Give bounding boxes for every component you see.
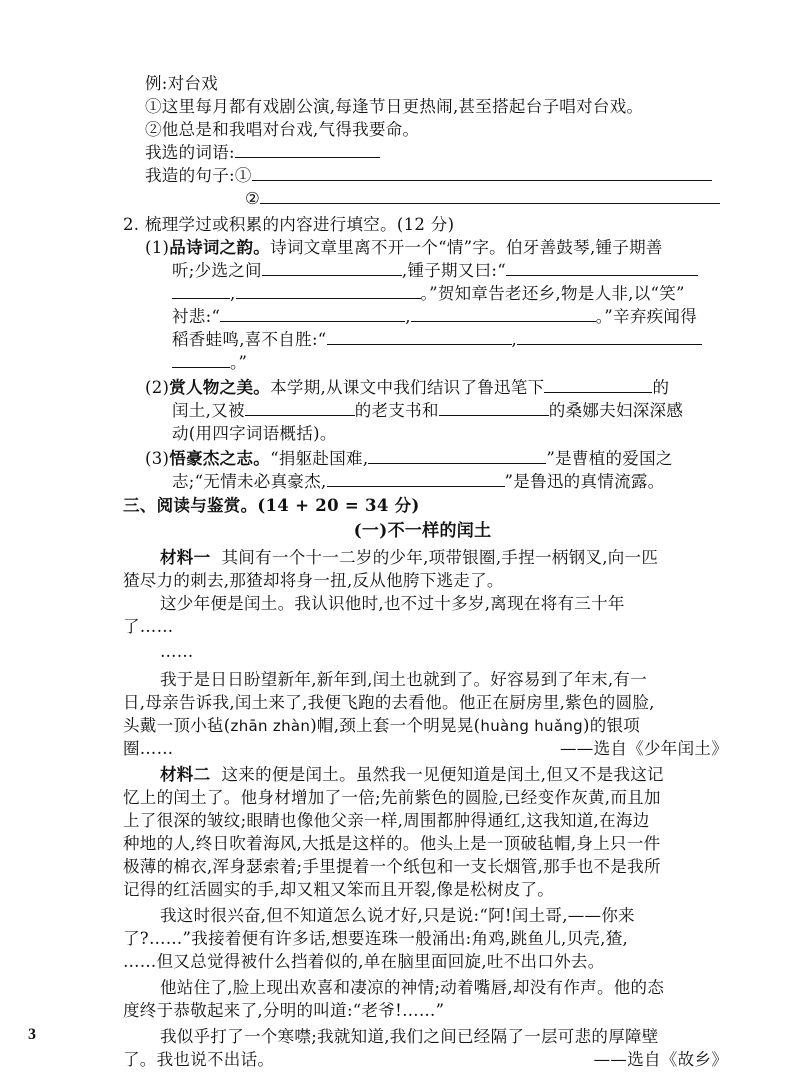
m1-line1 [160,546,658,569]
q2-p2-text1b: 的 [652,378,670,397]
m2-line7: 我这时很兴奋,但不知道怎么说才好,只是说:“阿!闰土哥,——你来 [160,906,635,925]
m1-text8c: )的银项 [582,716,641,735]
q2-p3-line1 [145,447,673,470]
m2-line8: 了?……”我接着便有许多话,想要连珠一般涌出:角鸡,跳鱼儿,贝壳,猹, [123,929,629,948]
m2-line1 [160,763,664,786]
m1-line8 [123,714,640,738]
q2-p1-blank3[interactable] [172,282,230,299]
q2-p3-text2a: 志;“无情未必真豪杰, [172,472,327,491]
q2-p1-blank2[interactable] [506,259,698,276]
q2-p1-blank6[interactable] [411,305,596,322]
m1-source: ——选自《少年闰土》 [560,739,728,758]
m2-line2: 忆上的闰土了。他身材增加了一倍;先前紫色的圆脸,已经变作灰黄,而且加 [123,788,661,807]
q2-p1-blank9[interactable] [172,351,230,368]
pinyin-option-huang: huàng huǎng [480,717,583,735]
pinyin-option-zhan: zhān zhàn [230,717,311,735]
q2-p1-text2a: 听;少选之间 [172,261,262,280]
q2-p1-blank5[interactable] [220,305,405,322]
q2-p1-text5a: 稻香蛙鸣,喜不自胜:“ [172,330,327,349]
q2-p2-num: (2) [145,378,170,397]
q2-p2-text2b: 的老支书和 [354,401,439,420]
m1-line5: …… [160,642,194,661]
q2-p2-blank3[interactable] [439,399,549,416]
sentence-line-2 [245,187,720,210]
q2-p3-text1b: ”是曹植的爱国之 [546,449,673,468]
q2-p2-line3: 动(用四字词语概括)。 [172,424,337,443]
m2-line13: 了。我也说不出话。 [123,1050,275,1069]
section3-header: 三、阅读与鉴赏。(14 + 20 = 34 分) [123,496,420,515]
q2-p1-blank1[interactable] [262,259,402,276]
q2-p3-blank1[interactable] [368,447,546,464]
q2-p3-num: (3) [145,449,170,468]
m2-line9: ……但又总觉得被什么挡着似的,单在脑里面回旋,吐不出口外去。 [123,952,605,971]
example-label: 例: [145,74,168,93]
q2-p2-text2a: 闰土,又被 [172,401,245,420]
m2-line12: 我似乎打了一个寒噤;我就知道,我们之间已经隔了一层可悲的厚障壁 [160,1027,659,1046]
material1-label: 材料一 [160,548,211,567]
q2-p1-text1: 诗词文章里离不开一个“情”字。伯牙善鼓琴,锺子期善 [270,238,663,257]
q2-p1-text4b: , [405,307,411,326]
m1-line3: 这少年便是闰土。我认识他时,也不过十多岁,离现在将有三十年 [160,594,625,613]
q2-p2-line2 [172,399,683,422]
example-sentence-2: ②他总是和我唱对台戏,气得我要命。 [145,120,420,139]
q2-p1-text3a: , [230,284,236,303]
page-number: 3 [28,1026,36,1043]
q2-p3-title: 悟豪杰之志。 [169,449,271,468]
q2-p1-text4c: 。”辛弃疾闻得 [595,307,698,326]
example-word: 对台戏 [167,74,219,93]
q2-p1-title: 品诗词之韵。 [169,238,271,257]
m1-text8a: 头戴一顶小毡( [123,716,231,735]
example-line [145,72,218,95]
q2-p3-blank2[interactable] [327,470,505,487]
q2-p1-blank4[interactable] [236,282,421,299]
m2-line11: 度终于恭敬起来了,分明的叫道:“老爷!……” [123,1001,445,1020]
q2-p1-text4a: 衬悲:“ [172,307,221,326]
m2-text1: 这来的便是闰土。虽然我一见便知道是闰土,但又不是我这记 [221,765,664,784]
q2-p1-num: (1) [145,238,170,257]
q2-p2-text2c: 的桑娜夫妇深深感 [548,401,684,420]
m2-line4: 种地的人,终日吹着海风,大抵是这样的。他头上是一顶破毡帽,身上只一件 [123,834,661,853]
q2-p1-text5b: , [511,330,518,349]
m2-line6: 记得的红活圆实的手,却又粗又笨而且开裂,像是松树皮了。 [123,880,555,899]
q2-p1-line4 [172,305,697,328]
m1-line7: 日,母亲告诉我,闰土来了,我便飞跑的去看他。他正在厨房里,紫色的圆脸, [123,693,655,712]
m1-line9: 圈…… [123,739,174,758]
q2-p3-line2 [172,470,664,493]
q2-p1-line1 [145,236,663,259]
q2-p1-text3b: 。”贺知章告老还乡,物是人非,以“笑” [420,284,685,303]
m1-line4: 了…… [123,617,174,636]
sentence-mark-1: ① [234,166,252,185]
sentence-mark-2: ② [245,189,261,208]
word-choice-label: 我选的词语: [145,143,235,162]
reading-subtitle: (一)不一样的闰土 [353,521,492,541]
q2-p3-text1a: “捐躯赴国难, [270,449,369,468]
sentence-blank-2[interactable] [260,187,720,204]
q2-p1-line5 [172,328,702,351]
q2-p1-line6 [172,351,247,374]
q2-p1-line3 [172,282,685,305]
m1-line2: 猹尽力的刺去,那猹却将身一扭,反从他胯下逃走了。 [123,571,504,590]
m2-line5: 极薄的棉衣,浑身瑟索着;手里提着一个纸包和一支长烟管,那手也不是我所 [123,857,661,876]
q2-p2-blank2[interactable] [245,399,355,416]
q2-p2-line1 [145,376,669,399]
q2-p2-title: 赏人物之美。 [169,378,271,397]
sentence-blank-1[interactable] [252,164,712,181]
q2-header: 2. 梳理学过或积累的内容进行填空。(12 分) [123,215,455,234]
sentence-label: 我造的句子: [145,166,235,185]
q2-p2-blank1[interactable] [544,376,652,393]
q2-p3-text2b: ”是鲁迅的真情流露。 [504,472,665,491]
q2-p1-blank7[interactable] [327,328,512,345]
q2-p1-blank8[interactable] [517,328,702,345]
word-choice-blank[interactable] [235,141,380,158]
example-sentence-1: ①这里每月都有戏剧公演,每逢节日更热闹,甚至搭起台子唱对台戏。 [145,97,644,116]
m1-text1: 其间有一个十一二岁的少年,项带银圈,手捏一柄钢叉,向一匹 [221,548,659,567]
m1-text8b: )帽,颈上套一个明晃晃( [310,716,481,735]
m2-source: ——选自《故乡》 [593,1050,728,1069]
material2-label: 材料二 [160,765,211,784]
q2-p1-text6: 。” [230,353,248,372]
word-choice-line [145,141,380,164]
q2-p2-text1a: 本学期,从课文中我们结识了鲁迅笔下 [270,378,545,397]
m1-line6: 我于是日日盼望新年,新年到,闰土也就到了。好容易到了年末,有一 [160,670,648,689]
m2-line10: 他站住了,脸上现出欢喜和凄凉的神情;动着嘴唇,却没有作声。他的态 [160,978,665,997]
m2-line3: 上了很深的皱纹;眼睛也像他父亲一样,周围都肿得通红,这我知道,在海边 [123,811,650,830]
q2-p1-text2b: ,锺子期又曰:“ [401,261,506,280]
q2-p1-line2 [172,259,698,282]
sentence-line-1 [145,164,712,187]
